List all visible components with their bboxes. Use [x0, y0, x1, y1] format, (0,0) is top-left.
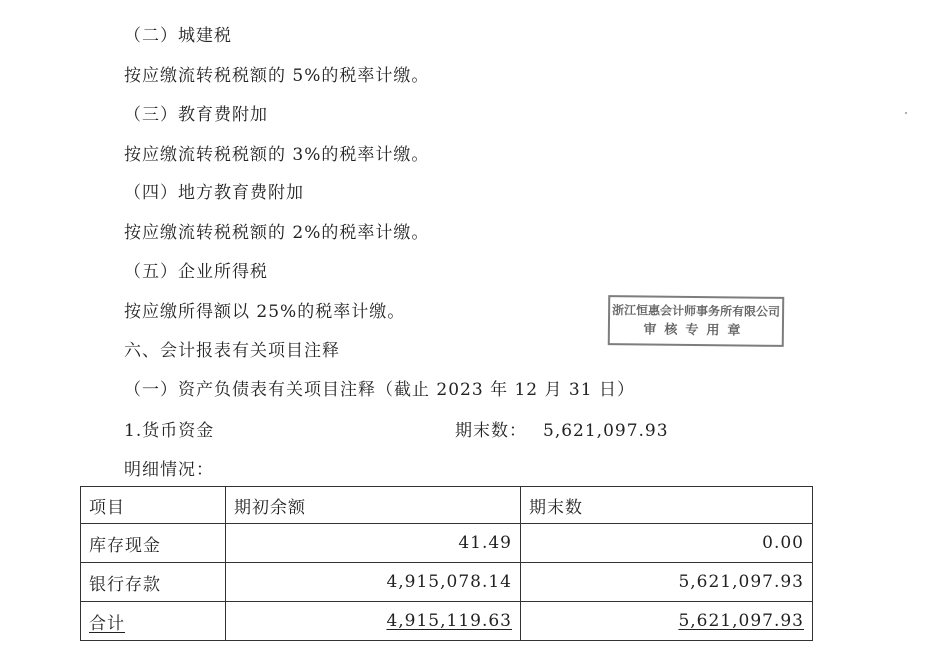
table-header-cell: 期初余额 — [226, 487, 521, 524]
ending-balance-value: 5,621,097.93 — [543, 421, 669, 441]
section-heading-education-surcharge: （三）教育费附加 — [124, 105, 268, 125]
table-cell-opening: 41.49 — [226, 524, 521, 563]
table-cell-opening — [226, 602, 521, 641]
table-cell-ending — [521, 602, 813, 641]
section-heading-city-tax: （二）城建税 — [124, 26, 232, 46]
table-cell-opening: 4,915,078.14 — [226, 563, 521, 602]
total-ending-value: 5,621,097.93 — [678, 611, 804, 631]
table-cell-ending: 0.00 — [521, 524, 813, 563]
stamp-line-firm: 浙江恒惠会计师事务所有限公司 — [612, 303, 781, 319]
ending-balance-label: 期末数： — [455, 421, 527, 441]
detail-heading: 明细情况： — [124, 460, 214, 480]
section-heading-local-education-surcharge: （四）地方教育费附加 — [124, 183, 304, 203]
table-cell-item — [81, 602, 226, 641]
audit-stamp — [608, 295, 785, 347]
chapter-heading-notes: 六、会计报表有关项目注释 — [124, 341, 340, 361]
total-label: 合计 — [89, 613, 125, 634]
stamp-line-purpose: 审核专用章 — [643, 322, 749, 339]
paragraph-education-surcharge-rate: 按应缴流转税税额的 3%的税率计缴。 — [124, 145, 430, 165]
paragraph-local-education-surcharge-rate: 按应缴流转税税额的 2%的税率计缴。 — [124, 223, 430, 243]
total-opening-value: 4,915,119.63 — [386, 611, 512, 631]
paragraph-city-tax-rate: 按应缴流转税税额的 5%的税率计缴。 — [124, 66, 430, 86]
table-cell-item: 库存现金 — [81, 524, 226, 563]
table-total-row — [81, 602, 813, 641]
table-row — [81, 524, 813, 563]
table-cell-item: 银行存款 — [81, 563, 226, 602]
paragraph-corporate-income-tax-rate: 按应缴所得额以 25%的税率计缴。 — [124, 302, 406, 322]
subsection-heading-balance-sheet-notes: （一）资产负债表有关项目注释（截止 2023 年 12 月 31 日） — [124, 380, 635, 400]
monetary-funds-table — [80, 486, 813, 641]
table-cell-ending: 5,621,097.93 — [521, 563, 813, 602]
table-header-row — [81, 487, 813, 524]
scan-speck — [905, 112, 907, 114]
table-header-cell: 项目 — [81, 487, 226, 524]
table-row — [81, 563, 813, 602]
section-heading-corporate-income-tax: （五）企业所得税 — [124, 262, 268, 282]
item-heading-monetary-funds: 1.货币资金 — [124, 421, 215, 441]
table-header-cell: 期末数 — [521, 487, 813, 524]
